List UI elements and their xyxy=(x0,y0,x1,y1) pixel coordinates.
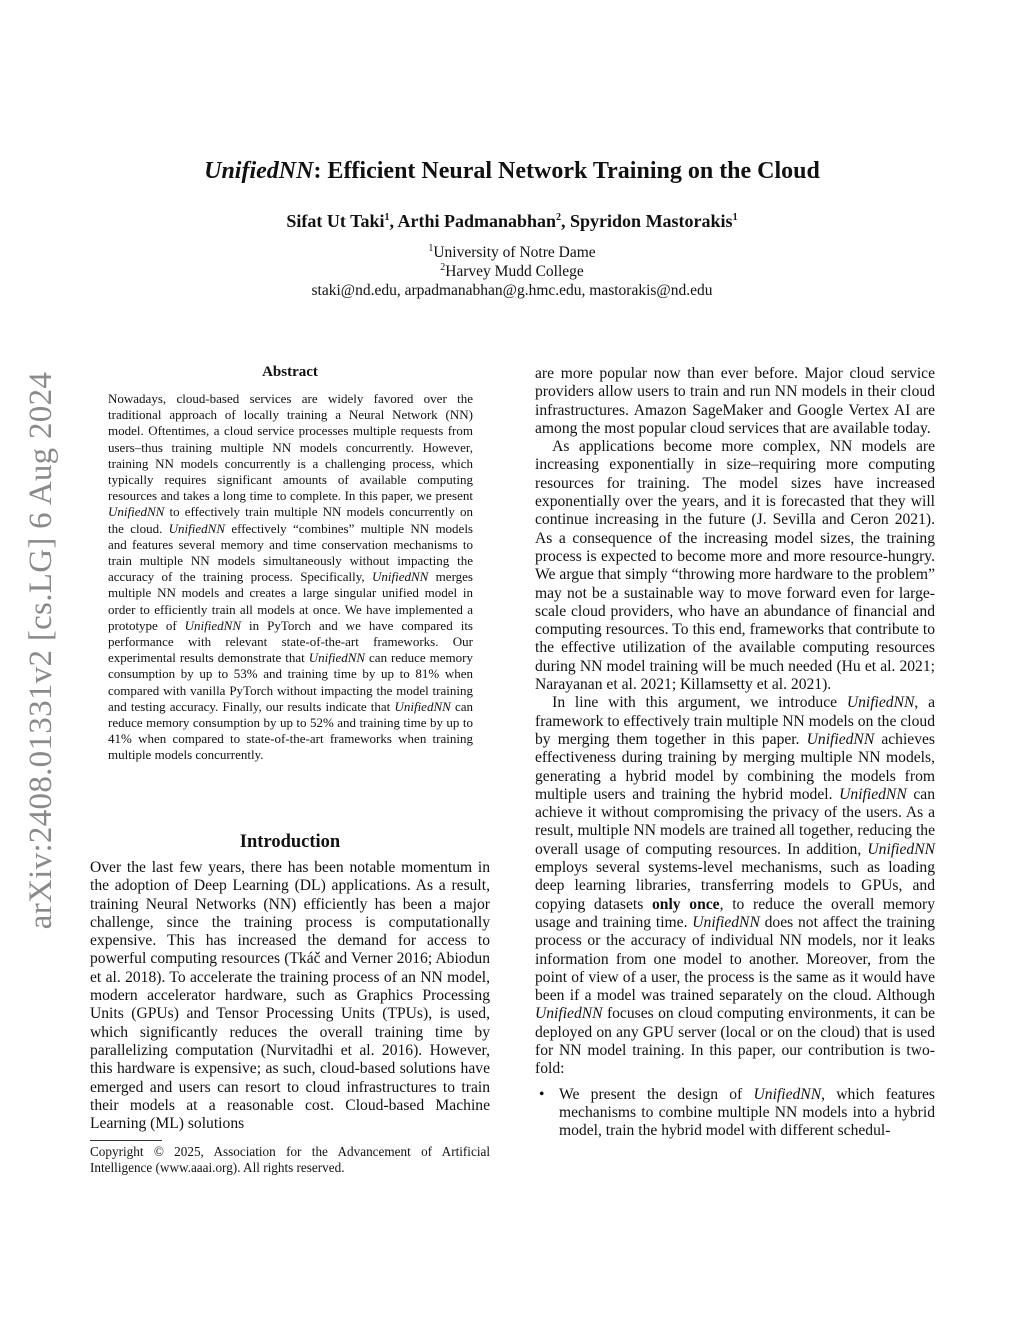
intro-paragraph: Over the last few years, there has been notable momentum in the adoption of Deep Learning (DL) applications. As a result, training Neural Networks (NN) efficiently has been a major challenge, since the training process is computationally expensive. This has increased the demand for access to powerful computing resources (Tkáč and Verner 2016; Abiodun et al. 2018). To accelerate the training process of an NN model, modern accelerator hardware, such as Graphics Processing Units (GPUs) and Tensor Processing Units (TPUs), is used, which significantly reduces the overall training time by parallelizing computation (Nurvitadhi et al. 2016). However, this hardware is expensive; as such, cloud-based solutions have emerged and users can resort to cloud infrastructures to train their models at a reasonable cost. Cloud-based Machine Learning (ML) solutions xyxy=(90,859,490,1133)
contribution-text: We present the design of UnifiedNN, which features mechanisms to combine multiple NN models into a hybrid model, train the hybrid model with different schedul- xyxy=(559,1085,936,1140)
affiliation-mark: 1 xyxy=(428,242,434,254)
body-paragraph: In line with this argument, we introduce UnifiedNN, a framework to effectively train multiple NN models on the cloud by merging them together in this paper. UnifiedNN achieves effectiveness during training by merging multiple NN models, generating a hybrid model by combining the models from multiple users and training the hybrid model. UnifiedNN can achieve it without compromising the privacy of the users. As a result, multiple NN models are trained all together, reducing the overall usage of computing resources. In addition, UnifiedNN employs several systems-level mechanisms, such as loading deep learning libraries, transferring models to GPUs, and copying datasets only once, to reduce the overall memory usage and training time. UnifiedNN does not affect the training process or the accuracy of individual NN models, nor it leaks information from one model to another. Moreover, from the point of view of a user, the process is the same as it would have been if a model was trained separately on the cloud. Although UnifiedNN focuses on cloud computing environments, it can be deployed on any GPU server (local or on the cloud) that is used for NN model training. In this paper, our contribution is two-fold: xyxy=(535,694,936,1078)
title-rest: : Efficient Neural Network Training on the Cloud xyxy=(313,158,820,184)
abstract-body: Nowadays, cloud-based services are widely favored over the traditional approach of locally training a Neural Network (NN) model. Oftentimes, a cloud service processes multiple requests from users–thus training multiple NN models concurrently. However, training NN models concurrently is a challenging process, which typically requires significant amounts of available computing resources and takes a long time to complete. In this paper, we present UnifiedNN to effectively train multiple NN models concurrently on the cloud. UnifiedNN effectively “combines” multiple NN models and features several memory and time conservation mechanisms to train multiple NN models simultaneously without impacting the accuracy of the training process. Specifically, UnifiedNN merges multiple NN models and creates a large singular unified model in order to efficiently train all models at once. We have implemented a prototype of UnifiedNN in PyTorch and we have compared its performance with relevant state-of-the-art frameworks. Our experimental results demonstrate that UnifiedNN can reduce memory consumption by up to 53% and training time by up to 81% when compared with vanilla PyTorch without impacting the model training and testing accuracy. Finally, our results indicate that UnifiedNN can reduce memory consumption by up to 52% and training time by up to 41% when compared to state-of-the-art frameworks when training multiple models concurrently. xyxy=(108,391,473,763)
affiliation-text: University of Notre Dame xyxy=(433,244,596,261)
body-paragraph: are more popular now than ever before. Major cloud service providers allow users to train and run NN models in their cloud infrastructures. Amazon SageMaker and Google Vertex AI are among the most popular cloud services that are available today. xyxy=(535,365,935,437)
footnote-rule xyxy=(90,1140,162,1141)
author-affiliation-mark: 1 xyxy=(384,212,390,223)
affiliation-text: Harvey Mudd College xyxy=(445,263,584,280)
author-name: Arthi Padmanabhan xyxy=(397,211,557,231)
bullet-icon: • xyxy=(539,1085,545,1103)
arxiv-identifier xyxy=(14,350,70,950)
affiliation-harvey-mudd xyxy=(0,263,1024,281)
author-emails: staki@nd.edu, arpadmanabhan@g.hmc.edu, mastorakis@nd.edu xyxy=(311,282,713,299)
author-separator: , xyxy=(561,211,571,231)
author-separator: , xyxy=(389,211,398,231)
abstract-heading: Abstract xyxy=(262,364,318,380)
introduction-left-column xyxy=(90,859,490,1133)
author-list xyxy=(0,211,1024,232)
author-name: Spyridon Mastorakis xyxy=(570,211,733,231)
contribution-list-item xyxy=(535,1086,935,1141)
author-name: Sifat Ut Taki xyxy=(286,211,385,231)
introduction-heading: Introduction xyxy=(239,832,341,852)
affiliation-notre-dame xyxy=(0,244,1024,262)
right-column xyxy=(535,365,935,1140)
paper-title xyxy=(0,158,1024,185)
affiliation-mark: 2 xyxy=(440,261,446,273)
copyright-notice: Copyright © 2025, Association for the Advancement of Artificial Intelligence (www.aaai.org). All rights reserved. xyxy=(90,1144,490,1176)
title-system-name: UnifiedNN xyxy=(204,158,314,184)
author-affiliation-mark: 1 xyxy=(732,212,738,223)
arxiv-identifier-text: arXiv:2408.01331v2 [cs.LG] 6 Aug 2024 xyxy=(23,371,60,929)
author-affiliation-mark: 2 xyxy=(556,212,562,223)
body-paragraph: As applications become more complex, NN models are increasing exponentially in size–requiring more computing resources for training. The model sizes have increased exponentially over the years, and it is forecasted that they will continue increasing in the future (J. Sevilla and Ceron 2021). As a consequence of the increasing model sizes, the training process is expected to become more and more resource-hungry. We argue that simply “throwing more hardware to the problem” may not be a sustainable way to move forward even for large-scale cloud providers, who have an abundance of financial and computing resources. To this end, frameworks that contribute to the effective utilization of the available computing resources during NN model training will be much needed (Hu et al. 2021; Narayanan et al. 2021; Killamsetty et al. 2021). xyxy=(535,438,935,694)
